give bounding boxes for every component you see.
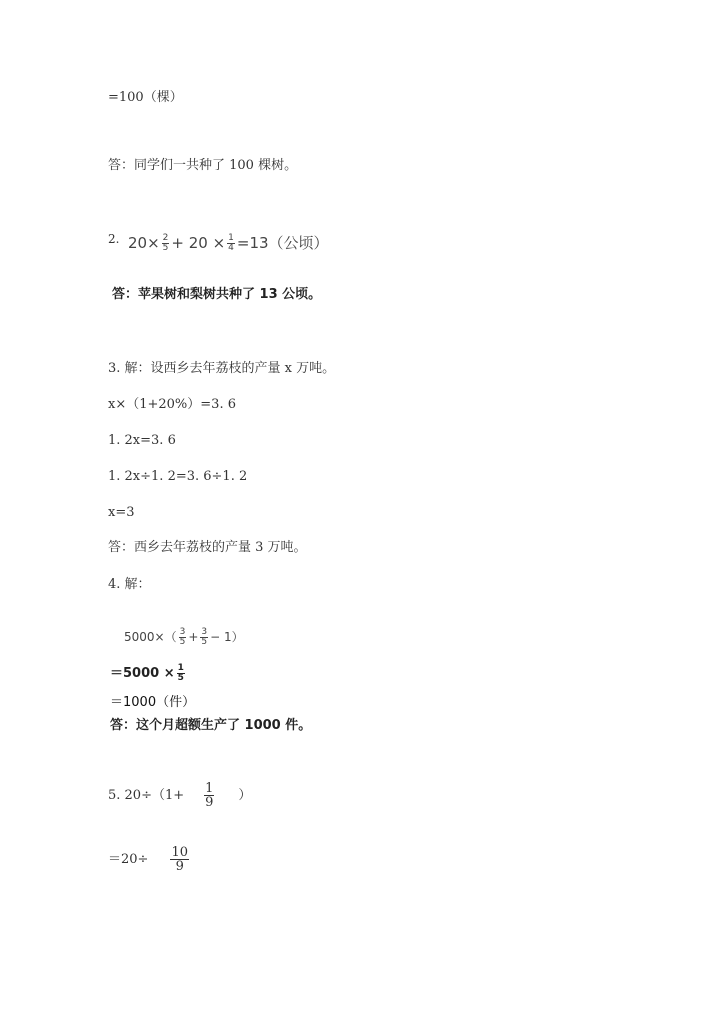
problem-3-setup: 3. 解：设西乡去年荔枝的产量 x 万吨。	[108, 361, 336, 376]
equation-3: 1. 2x÷1. 2=3. 6÷1. 2	[108, 469, 248, 484]
problem-4-header: 4. 解：	[108, 577, 151, 592]
fraction-numerator: 1	[177, 663, 184, 673]
expr-part: ＝20÷	[108, 852, 149, 867]
fraction-denominator: 5	[179, 637, 186, 647]
fraction	[200, 628, 208, 647]
fraction	[177, 664, 185, 683]
expr-part: =13（公顷）	[236, 234, 329, 252]
answer-1: 答：同学们一共种了 100 棵树。	[108, 158, 298, 173]
fraction-numerator: 10	[171, 845, 188, 860]
expr-part: 5. 20÷（1+	[108, 788, 185, 803]
fraction	[162, 234, 170, 253]
fraction-denominator: 4	[228, 243, 234, 253]
expr-part: 5000×（	[124, 630, 177, 644]
expr-part: ＝5000 ×	[110, 666, 175, 681]
fraction-denominator: 9	[175, 859, 184, 874]
fraction	[204, 782, 214, 809]
problem-5-expression	[108, 781, 251, 811]
fraction-numerator: 1	[228, 233, 234, 243]
step-5-1	[108, 845, 191, 875]
expr-part: ）	[238, 788, 252, 803]
problem-4-expression	[124, 625, 244, 649]
fraction-denominator: 5	[162, 243, 169, 253]
fraction	[179, 628, 187, 647]
answer-4: 答：这个月超额生产了 1000 件。	[110, 718, 312, 733]
fraction-numerator: 2	[162, 233, 169, 243]
fraction-numerator: 3	[179, 627, 186, 637]
line-total-trees: =100（棵）	[108, 90, 183, 105]
step-1	[110, 662, 187, 686]
expr-part: 20×	[128, 234, 160, 252]
fraction	[227, 234, 235, 253]
answer-2: 答：苹果树和梨树共种了 13 公顷。	[112, 287, 322, 302]
fraction-numerator: 3	[201, 627, 208, 637]
step-2: ＝1000（件）	[110, 695, 196, 710]
fraction-numerator: 1	[205, 781, 214, 796]
equation-2: 1. 2x=3. 6	[108, 433, 176, 448]
equation-4: x=3	[108, 505, 135, 520]
answer-3: 答：西乡去年荔枝的产量 3 万吨。	[108, 540, 307, 555]
expr-part: +	[188, 630, 199, 644]
fraction-denominator: 9	[205, 795, 214, 810]
expr-part: − 1）	[210, 630, 244, 644]
fraction-denominator: 5	[177, 673, 184, 683]
problem-2-number: 2.	[108, 232, 120, 246]
fraction-denominator: 5	[201, 637, 208, 647]
problem-2-expression	[128, 230, 329, 256]
fraction	[170, 846, 189, 873]
equation-1: x×（1+20%）=3. 6	[108, 397, 236, 412]
expr-part: + 20 ×	[171, 234, 226, 252]
